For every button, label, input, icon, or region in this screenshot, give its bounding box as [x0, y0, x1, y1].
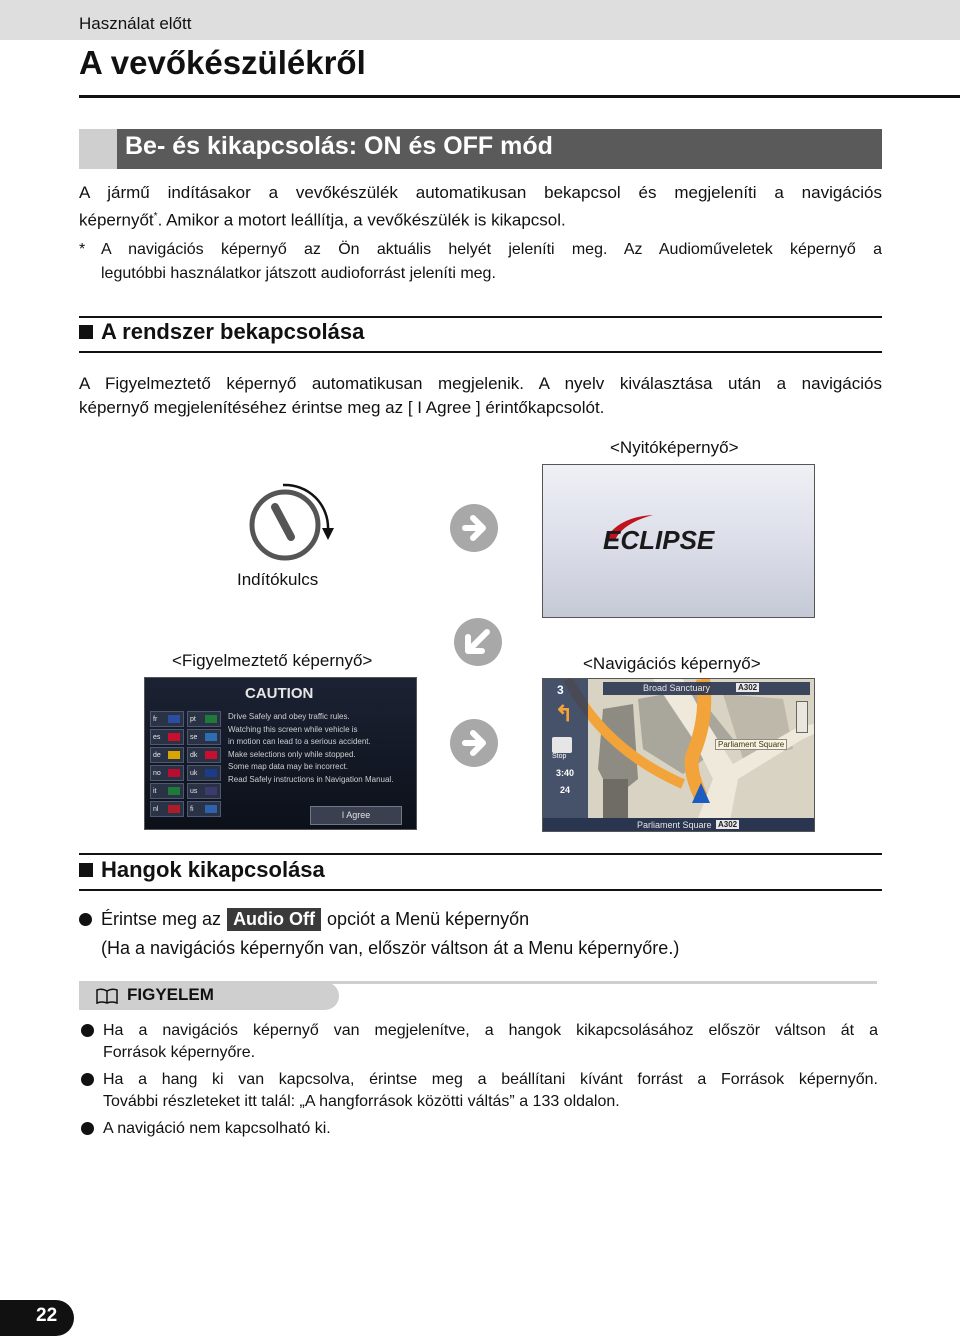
intro-paragraph — [79, 181, 882, 233]
navigation-screen — [542, 678, 815, 832]
eclipse-logo-text: ECLIPSE — [603, 525, 715, 555]
zoom-control[interactable] — [796, 701, 808, 733]
language-button[interactable] — [187, 711, 221, 727]
navigation-screen-caption: <Navigációs képernyő> — [583, 654, 761, 673]
caution-line: Drive Safely and obey traffic rules. — [228, 712, 350, 721]
square-bullet-icon — [79, 863, 93, 877]
subsection2-top-rule — [79, 853, 882, 855]
audio-off-button[interactable]: Audio Off — [227, 908, 321, 931]
caution-text — [228, 711, 413, 786]
note-item-1-line-1: Ha a navigációs képernyő van megjelenítve, a hangok kikapcsolásához először váltson át a — [103, 1022, 878, 1039]
language-code: fr — [153, 715, 158, 723]
language-button[interactable] — [187, 801, 221, 817]
language-code: no — [153, 769, 161, 777]
caution-line: Some map data may be incorrect. — [228, 762, 349, 771]
flag-icon — [205, 751, 217, 759]
note-label: FIGYELEM — [127, 985, 214, 1004]
footnote-ref: * — [153, 211, 158, 222]
subsection-title: A rendszer bekapcsolása — [101, 319, 365, 344]
language-button[interactable] — [150, 747, 184, 763]
caution-line: Read Safely instructions in Navigation Manual. — [228, 774, 394, 784]
title-divider — [79, 95, 960, 98]
bullet-icon — [81, 1122, 94, 1135]
flag-icon — [205, 715, 217, 723]
note-item-2-line-1: Ha a hang ki van kapcsolva, érintse meg a beállítani kívánt forrást a Források képernyőn. — [103, 1071, 878, 1088]
note-item-1-line-2: Források képernyőre. — [103, 1044, 256, 1061]
ignition-caption: Indítókulcs — [237, 570, 319, 589]
language-button[interactable] — [150, 783, 184, 799]
caution-line: Make selections only while stopped. — [228, 749, 356, 759]
language-code: se — [190, 733, 198, 741]
note-item — [79, 1020, 876, 1064]
subsection-line-1: A Figyelmeztető képernyő automatikusan megjelenik. A nyelv kiválasztása után a navigációs — [79, 374, 882, 393]
note-item — [79, 1069, 876, 1113]
subsection-top-rule — [79, 316, 882, 318]
distance-readout: 3 — [557, 683, 564, 697]
language-button[interactable] — [150, 711, 184, 727]
language-button[interactable] — [150, 801, 184, 817]
subsection-bottom-rule — [79, 351, 882, 353]
language-code: nl — [153, 805, 159, 813]
note-item — [79, 1118, 876, 1140]
note-item-2-line-2: További részleteket itt talál: „A hangforrások közötti váltás” a 133 oldalon. — [103, 1093, 620, 1110]
bullet-icon — [81, 1024, 94, 1037]
navigation-map — [543, 679, 814, 831]
instruction-post: opciót a Menü képernyőn — [327, 909, 530, 929]
language-code: de — [153, 751, 161, 759]
language-button[interactable] — [187, 747, 221, 763]
top-road-badge: A302 — [738, 683, 758, 692]
caution-screen — [144, 677, 417, 830]
bullet-icon — [81, 1073, 94, 1086]
subsection-heading — [79, 319, 364, 345]
footnote-line-2: legutóbbi használatkor játszott audioforrást jeleníti meg. — [101, 265, 496, 282]
opening-screen — [542, 464, 815, 618]
book-icon — [95, 987, 119, 1005]
footnote-mark: * — [79, 241, 86, 258]
arrow-right-icon — [449, 503, 499, 553]
subsection-paragraph — [79, 372, 882, 420]
language-list — [150, 711, 222, 817]
bottom-road-badge: A302 — [718, 820, 738, 829]
caution-title: CAUTION — [245, 685, 314, 702]
language-code: es — [153, 733, 161, 741]
note-item-3-line-1: A navigáció nem kapcsolható ki. — [103, 1120, 331, 1137]
i-agree-button[interactable]: I Agree — [310, 806, 402, 825]
language-code: us — [190, 787, 198, 795]
footnote-line-1: A navigációs képernyő az Ön aktuális helyét jeleníti meg. Az Audioműveletek képernyő a — [101, 241, 882, 258]
language-button[interactable] — [187, 765, 221, 781]
speed-readout: 24 — [560, 785, 571, 795]
section-title: Be- és kikapcsolás: ON és OFF mód — [125, 132, 553, 160]
language-button[interactable] — [187, 783, 221, 799]
arrow-right-icon — [449, 718, 499, 768]
breadcrumb: Használat előtt — [79, 14, 192, 33]
bullet-icon — [79, 913, 92, 926]
stop-icon[interactable] — [552, 737, 572, 753]
subsection-line-2: képernyő megjelenítéséhez érintse meg az [ I Agree ] érintőkapcsolót. — [79, 398, 605, 417]
language-button[interactable] — [150, 729, 184, 745]
section-bar-accent — [79, 129, 117, 169]
language-button[interactable] — [150, 765, 184, 781]
instruction-note: (Ha a navigációs képernyőn van, először váltson át a Menu képernyőre.) — [101, 938, 680, 958]
arrow-down-left-icon — [453, 617, 503, 667]
intro-line-2a: képernyőt — [79, 210, 154, 230]
audio-off-instruction — [79, 908, 529, 931]
time-readout: 3:40 — [556, 768, 575, 778]
turn-arrow-icon: ↰ — [554, 701, 574, 726]
caution-line: in motion can lead to a serious accident. — [228, 737, 371, 746]
bottom-street-name: Parliament Square — [637, 820, 712, 830]
flag-icon — [205, 805, 217, 813]
page-number: 22 — [36, 1305, 58, 1326]
language-code: fi — [190, 805, 194, 813]
eclipse-logo — [543, 465, 814, 617]
flag-icon — [168, 751, 180, 759]
subsection2-bottom-rule — [79, 889, 882, 891]
street-label: Parliament Square — [715, 739, 787, 750]
language-code: dk — [190, 751, 198, 759]
stop-label: Stop — [552, 753, 567, 760]
intro-line-2 — [79, 205, 882, 233]
caution-line: Watching this screen while vehicle is — [228, 724, 358, 734]
flag-icon — [168, 715, 180, 723]
intro-line-2b: . Amikor a motort leállítja, a vevőkészülék is kikapcsol. — [157, 210, 566, 230]
flag-icon — [205, 787, 217, 795]
page-title: A vevőkészülékről — [79, 44, 366, 81]
language-code: uk — [190, 769, 198, 777]
instruction-pre: Érintse meg az — [101, 909, 222, 929]
top-street-name: Broad Sanctuary — [643, 683, 711, 693]
footnote — [79, 238, 882, 286]
language-code: it — [153, 787, 157, 795]
language-button[interactable] — [187, 729, 221, 745]
opening-screen-caption: <Nyitóképernyő> — [610, 438, 739, 457]
intro-line-1: A jármű indításakor a vevőkészülék automatikusan bekapcsol és megjeleníti a navigációs — [79, 183, 882, 202]
warning-screen-caption: <Figyelmeztető képernyő> — [172, 651, 373, 670]
subsection2-heading — [79, 857, 325, 883]
flag-icon — [168, 805, 180, 813]
note-list — [79, 1020, 876, 1140]
flag-icon — [168, 769, 180, 777]
subsection2-title: Hangok kikapcsolása — [101, 857, 325, 882]
flag-icon — [205, 733, 217, 741]
ignition-key-icon — [245, 480, 340, 570]
language-code: pt — [190, 715, 196, 723]
square-bullet-icon — [79, 325, 93, 339]
flag-icon — [205, 769, 217, 777]
flag-icon — [168, 787, 180, 795]
flag-icon — [168, 733, 180, 741]
